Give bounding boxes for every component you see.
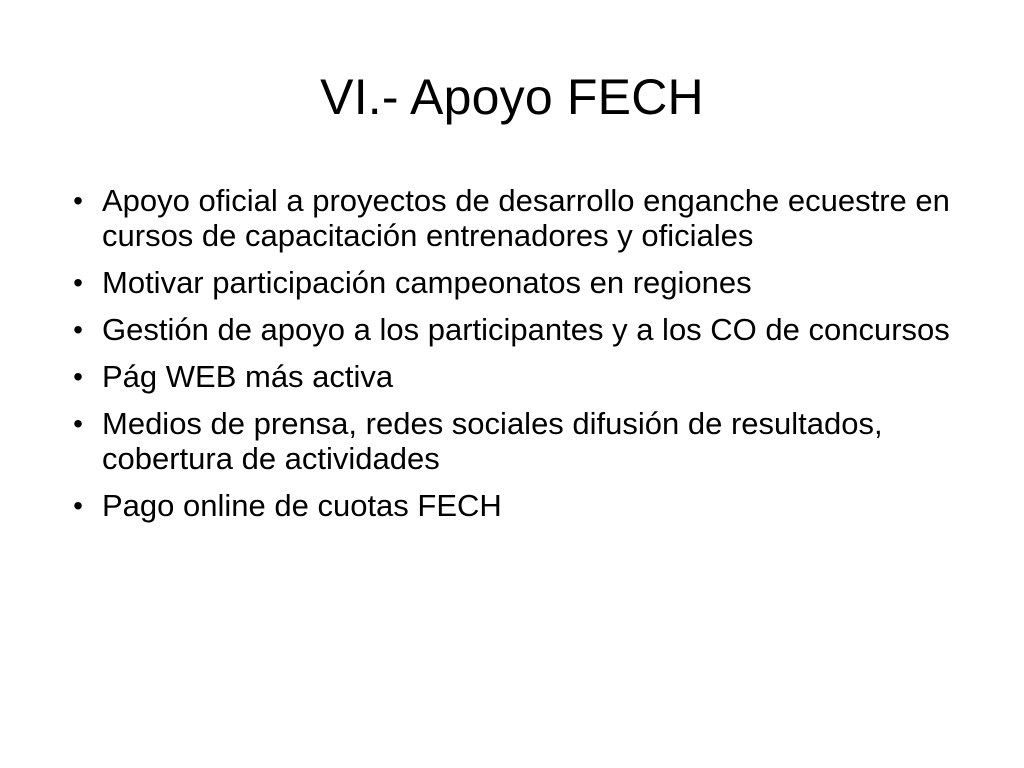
bullet-item bbox=[58, 183, 978, 253]
bullet-icon: • bbox=[73, 361, 83, 392]
bullet-item bbox=[58, 312, 978, 347]
bullet-item bbox=[58, 359, 978, 394]
bullet-item bbox=[58, 406, 978, 476]
bullet-text: Pág WEB más activa bbox=[102, 359, 394, 394]
bullet-item bbox=[58, 488, 978, 523]
bullet-item bbox=[58, 265, 978, 300]
slide-title: VI.- Apoyo FECH bbox=[320, 69, 704, 125]
bullet-icon: • bbox=[73, 314, 83, 345]
bullet-text: Gestión de apoyo a los participantes y a los CO de concursos bbox=[102, 312, 950, 347]
bullet-icon: • bbox=[73, 408, 83, 439]
bullet-text: Pago online de cuotas FECH bbox=[102, 488, 502, 523]
bullet-text: Apoyo oficial a proyectos de desarrollo enganche ecuestre en cursos de capacitación entrenadores y oficiales bbox=[102, 183, 950, 253]
bullet-text: Medios de prensa, redes sociales difusión de resultados, cobertura de actividades bbox=[102, 406, 883, 476]
bullet-icon: • bbox=[73, 267, 83, 298]
bullet-list bbox=[58, 183, 978, 535]
bullet-text: Motivar participación campeonatos en regiones bbox=[102, 265, 752, 300]
bullet-icon: • bbox=[73, 185, 83, 216]
bullet-icon: • bbox=[73, 490, 83, 521]
